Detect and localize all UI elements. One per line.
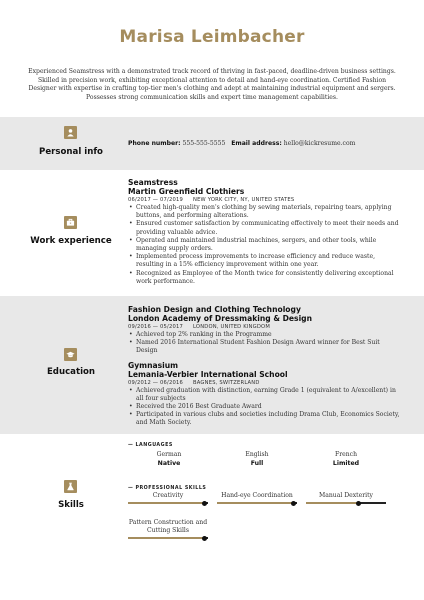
list-item: • Received the 2016 Best Graduate Award <box>128 403 400 411</box>
skill-name: Cutting Skills <box>146 527 190 534</box>
phone-value: 555-555-5555 <box>182 140 226 147</box>
list-item: • Named 2016 International Student Fashion Design Award winner for Best Suit Design <box>128 339 400 355</box>
job-location: NEW YORK CITY, NY, UNITED STATES <box>193 197 295 203</box>
job-meta <box>128 196 400 204</box>
education-location: LONDON, UNITED KINGDOM <box>193 324 271 330</box>
language-item: German Native <box>156 451 182 467</box>
education-location: BAGNES, SWITZERLAND <box>193 379 260 386</box>
skill-item <box>306 492 386 504</box>
job-dates: 06/2017 — 07/2019 <box>128 197 183 203</box>
summary-line: Possesses strong communication skills and expert time management capabilities. <box>86 93 338 101</box>
section-title: Skills <box>58 500 84 510</box>
language-item: English Full <box>245 451 269 467</box>
list-item: • Ensured customer satisfaction by communicating effectively to meet their needs and providing valuable advice. <box>128 220 400 236</box>
skill-bar <box>306 502 386 504</box>
summary <box>20 68 404 102</box>
list-item: • Implemented process improvements to increase efficiency and reduce waste, resulting in a 15% efficiency improvement within one year. <box>128 253 400 269</box>
summary-line: Skilled in precision work, exhibiting exceptional attention to detail and hand-eye coordination. Certified Fashion <box>37 76 387 84</box>
list-item: • Participated in various clubs and societies including Drama Club, Economics Society, and Math Society. <box>128 411 400 427</box>
section-title: Personal info <box>39 147 103 157</box>
employer: Martin Greenfield Clothiers <box>128 187 245 196</box>
education-meta <box>128 323 400 331</box>
skill-name: Hand-eye Coordination <box>221 492 293 499</box>
skill-item <box>217 492 297 504</box>
skill-bar <box>128 502 208 504</box>
briefcase-icon <box>64 216 77 229</box>
list-item: • Achieved graduation with distinction, earning Grade 1 (equivalent to A/excellent) in all four subjects <box>128 387 400 403</box>
candidate-name: Marisa Leimbacher <box>119 27 305 47</box>
job-bullets <box>128 204 400 286</box>
graduation-cap-icon <box>64 348 77 361</box>
languages-heading: — LANGUAGES <box>128 443 173 448</box>
personal-info-section <box>0 117 424 170</box>
education-bullets <box>128 331 400 356</box>
job-title: Seamstress <box>128 178 178 187</box>
contact-line <box>128 140 400 147</box>
education-dates: 09/2012 — 06/2016 <box>128 379 183 386</box>
work-experience-section <box>0 170 424 296</box>
education-dates: 09/2016 — 05/2017 <box>128 324 183 330</box>
user-icon <box>64 126 77 139</box>
education-meta <box>128 379 400 387</box>
section-title: Work experience <box>30 236 112 246</box>
list-item: • Created high-quality men's clothing by sewing materials, repairing tears, applying buttons, and performing alterations. <box>128 204 400 220</box>
skill-name: Pattern Construction and <box>128 519 208 526</box>
education-bullets <box>128 387 400 428</box>
summary-line: Designer with expertise in crafting top-tier men's clothing and adept at maintaining industrial equipment and sergers. <box>28 85 396 93</box>
school-name: London Academy of Dressmaking & Design <box>128 314 313 323</box>
skill-name: Creativity <box>152 492 184 499</box>
summary-line: Experienced Seamstress with a demonstrated track record of thriving in fast-paced, deadline-driven business settings. <box>28 68 396 75</box>
email-value: hello@kickresume.com <box>283 140 356 147</box>
skill-bar <box>128 537 208 539</box>
flask-icon <box>64 480 77 493</box>
skill-item <box>128 492 208 504</box>
skills-section <box>0 434 424 600</box>
phone-label: Phone number: <box>128 140 181 147</box>
email-label: Email address: <box>231 140 282 147</box>
skill-item <box>128 519 208 539</box>
school-name: Lemania-Verbier International School <box>128 369 288 379</box>
skill-bar <box>217 502 297 504</box>
skill-name: Manual Dexterity <box>319 492 373 499</box>
language-item: French Limited <box>332 451 360 467</box>
degree-title: Gymnasium <box>128 360 179 370</box>
list-item: • Achieved top 2% ranking in the Programme <box>128 331 400 339</box>
degree-title: Fashion Design and Clothing Technology <box>128 305 301 314</box>
section-title: Education <box>46 367 96 377</box>
education-section <box>0 296 424 434</box>
list-item: • Operated and maintained industrial machines, sergers, and other tools, while managing supply orders. <box>128 237 400 253</box>
professional-skills-heading: — PROFESSIONAL SKILLS <box>128 486 207 491</box>
list-item: • Recognized as Employee of the Month twice for consistently delivering exceptional work performance. <box>128 270 400 286</box>
